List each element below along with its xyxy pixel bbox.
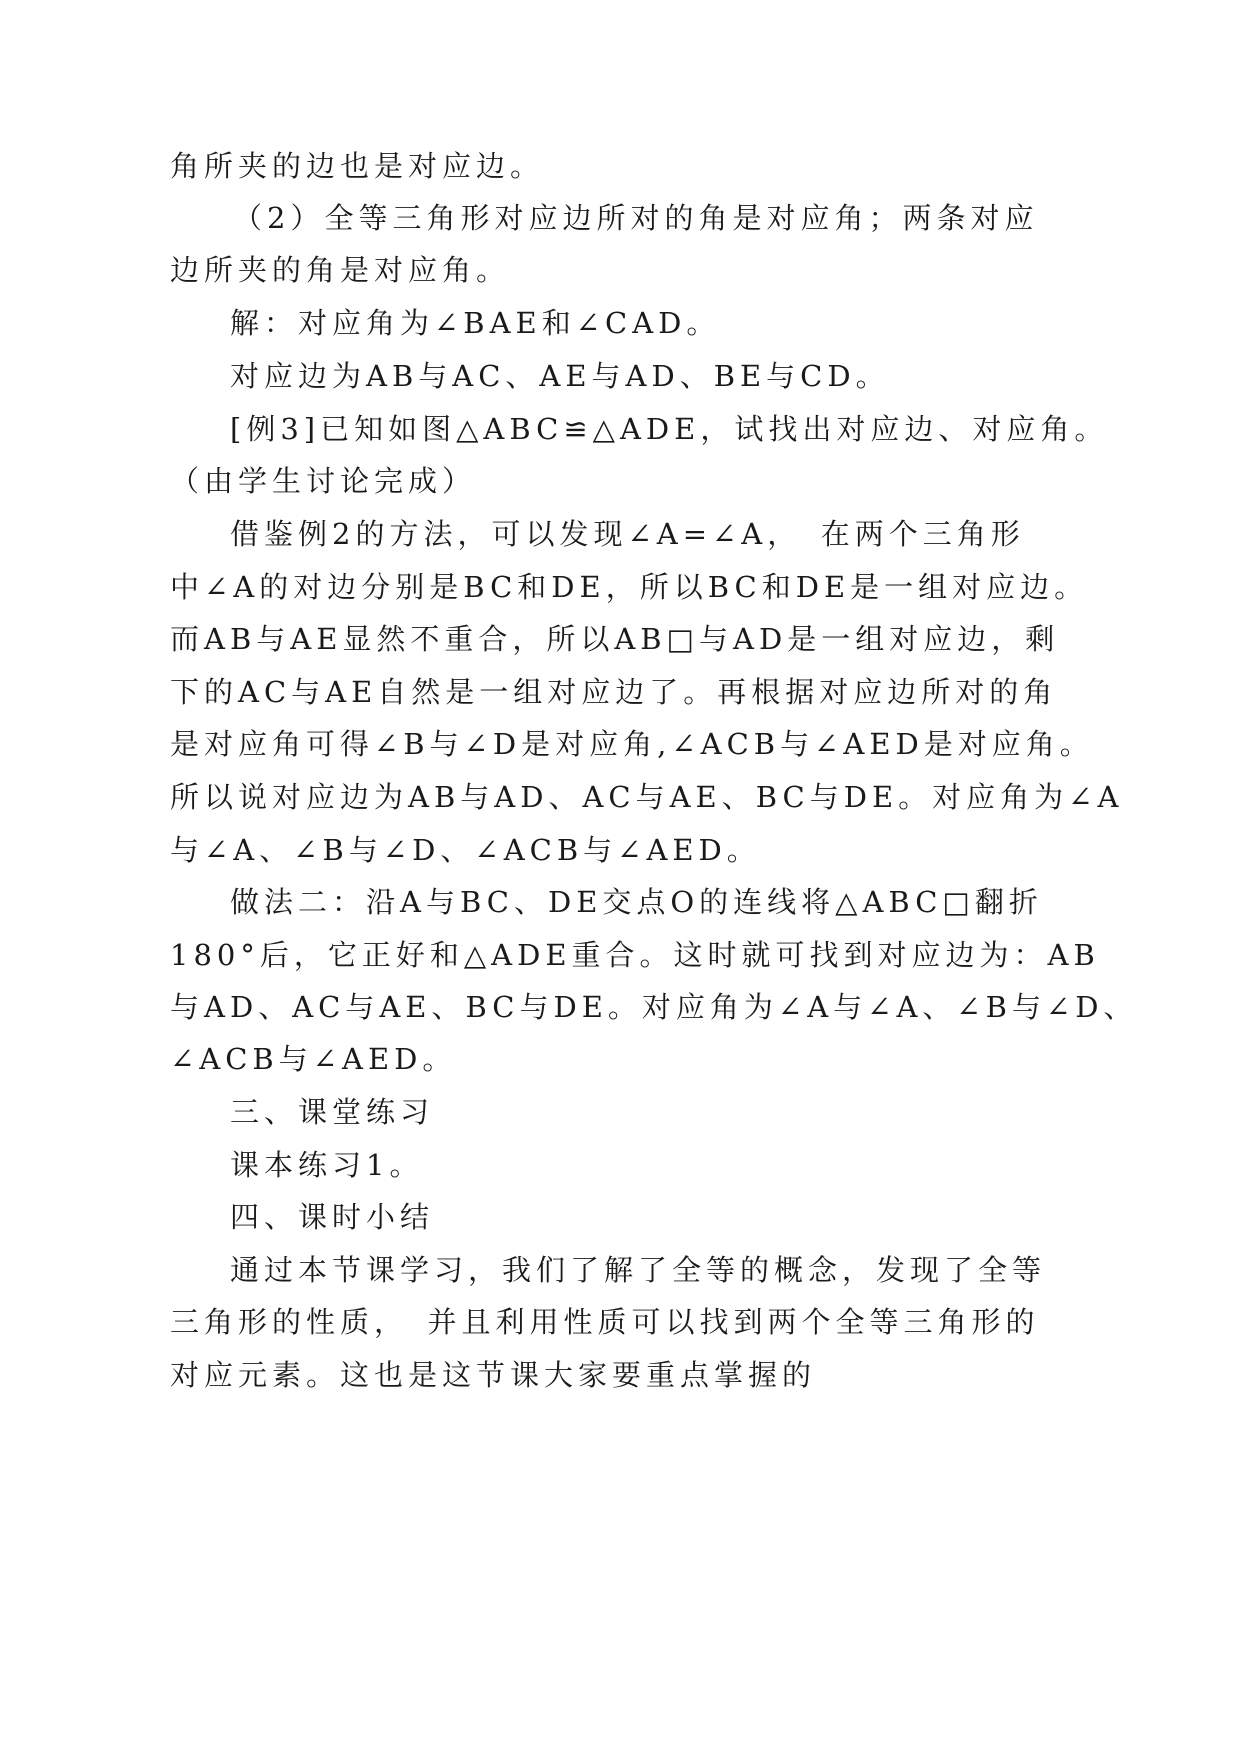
text-line: 180°后，它正好和△ADE重合。这时就可找到对应边为：AB (170, 938, 1100, 972)
text-line: 借鉴例2的方法，可以发现∠A=∠A， 在两个三角形 (230, 517, 1025, 551)
text-line: （2）全等三角形对应边所对的角是对应角；两条对应 (233, 201, 1039, 235)
text-line: 与∠A、∠B与∠D、∠ACB与∠AED。 (170, 833, 761, 867)
text-line: 中∠A的对边分别是BC和DE，所以BC和DE是一组对应边。 (170, 570, 1089, 604)
text-line: 解：对应角为∠BAE和∠CAD。 (230, 306, 721, 340)
text-line: 通过本节课学习，我们了解了全等的概念，发现了全等 (230, 1253, 1047, 1287)
text-line: 做法二：沿A与BC、DE交点O的连线将△ABC□翻折 (230, 885, 1043, 919)
text-line: 所以说对应边为AB与AD、AC与AE、BC与DE。对应角为∠A (170, 780, 1124, 814)
text-line: 对应边为AB与AC、AE与AD、BE与CD。 (230, 359, 890, 393)
text-line: 是对应角可得∠B与∠D是对应角,∠ACB与∠AED是对应角。 (170, 727, 1094, 761)
text-line: ∠ACB与∠AED。 (170, 1042, 457, 1076)
section-heading: 四、课时小结 (230, 1200, 435, 1234)
text-line: 角所夹的边也是对应边。 (170, 149, 545, 183)
text-line: 课本练习1。 (230, 1148, 424, 1182)
text-line: 边所夹的角是对应角。 (170, 253, 511, 287)
text-line: （由学生讨论完成） (170, 464, 477, 498)
text-line: 对应元素。这也是这节课大家要重点掌握的 (170, 1358, 817, 1392)
text-line: [例3]已知如图△ABC≌△ADE，试找出对应边、对应角。 (230, 412, 1109, 446)
text-line: 下的AC与AE自然是一组对应边了。再根据对应边所对的角 (170, 675, 1058, 709)
text-line: 而AB与AE显然不重合，所以AB□与AD是一组对应边，剩 (170, 622, 1060, 656)
text-line: 与AD、AC与AE、BC与DE。对应角为∠A与∠A、∠B与∠D、 (170, 990, 1138, 1024)
section-heading: 三、课堂练习 (230, 1095, 435, 1129)
text-line: 三角形的性质， 并且利用性质可以找到两个全等三角形的 (170, 1305, 1040, 1339)
